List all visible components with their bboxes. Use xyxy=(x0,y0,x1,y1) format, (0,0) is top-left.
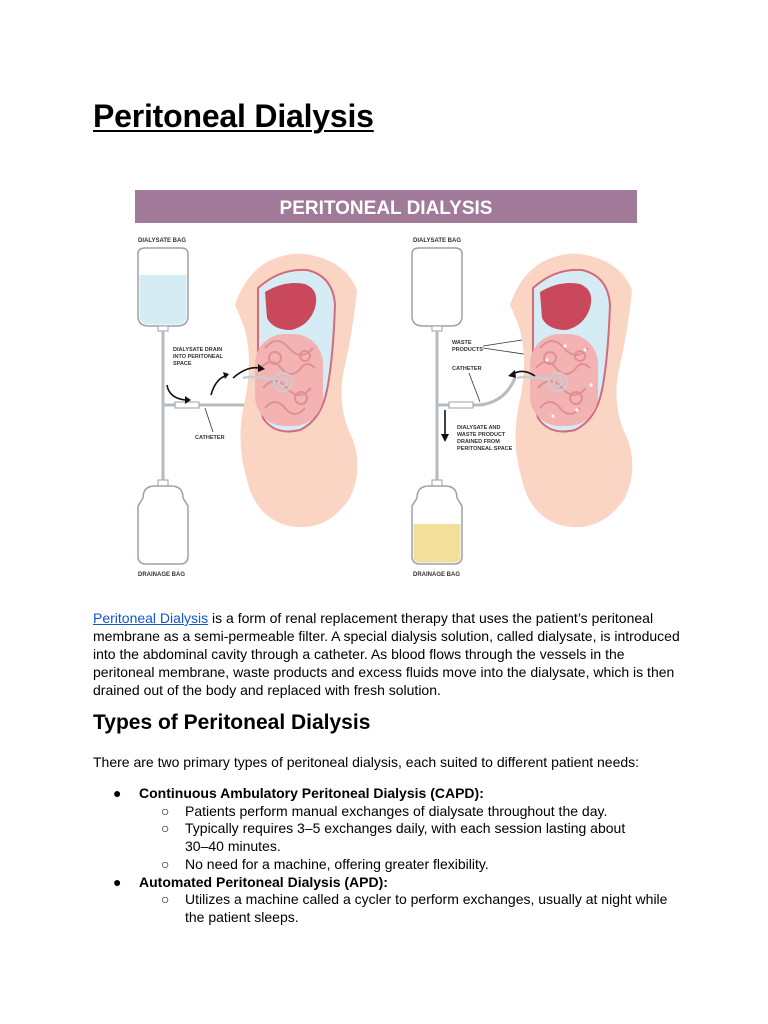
right-bottom-bag-label: DRAINAGE BAG xyxy=(413,572,461,578)
sub-list-item-text: Utilizes a machine called a cycler to perform exchanges, usually at night while the patient sleeps. xyxy=(185,891,668,925)
bullet-icon: ● xyxy=(113,873,122,890)
right-waste-label-1: WASTE xyxy=(452,340,472,346)
list-item xyxy=(93,874,693,892)
left-drain-label-2: INTO PERITONEAL xyxy=(173,354,223,360)
right-drained-label-1: DIALYSATE AND xyxy=(457,425,501,431)
sub-list-item xyxy=(93,891,685,926)
left-drain-label-3: SPACE xyxy=(173,361,192,367)
left-scene xyxy=(138,238,357,578)
types-heading: Types of Peritoneal Dialysis xyxy=(93,711,371,734)
sub-list-item xyxy=(93,820,640,855)
left-bottom-bag-label: DRAINAGE BAG xyxy=(138,572,186,578)
list-item-title: Automated Peritoneal Dialysis (APD): xyxy=(139,873,388,890)
right-catheter-label: CATHETER xyxy=(452,366,482,372)
types-lead: There are two primary types of peritoneal dialysis, each suited to different patient needs: xyxy=(93,754,640,770)
types-list xyxy=(93,785,693,927)
banner-title: PERITONEAL DIALYSIS xyxy=(279,198,493,219)
peritoneal-dialysis-link[interactable]: Peritoneal Dialysis xyxy=(93,610,209,626)
list-item xyxy=(93,785,693,803)
left-drain-label-1: DIALYSATE DRAIN xyxy=(173,347,223,353)
sub-list-item xyxy=(93,803,640,821)
peritoneal-dialysis-illustration xyxy=(95,180,675,590)
sub-list-item-text: Patients perform manual exchanges of dialysate throughout the day. xyxy=(185,802,608,819)
sub-bullet-icon: ○ xyxy=(161,891,170,908)
intro-text: is a form of renal replacement therapy that uses the patient’s peritoneal membrane as a semi-permeable filter. A special dialysis solution, called dialysate, is introduced into the abdominal cavity through a catheter. As blood flows through the vessels in the peritoneal membrane, waste products and excess fluids move into the dialysate, which is then drained out of the body and replaced with fresh solution. xyxy=(93,610,680,698)
bullet-icon: ● xyxy=(113,785,122,801)
right-scene xyxy=(412,238,632,578)
right-drained-label-4: PERITONEAL SPACE xyxy=(457,446,513,452)
right-top-bag-label: DIALYSATE BAG xyxy=(413,238,462,244)
left-catheter-label: CATHETER xyxy=(195,435,225,441)
right-waste-label-2: PRODUCTS xyxy=(452,347,483,353)
right-dialysate-bag xyxy=(412,248,462,326)
sub-bullet-icon: ○ xyxy=(161,802,170,819)
right-drained-label-3: DRAINED FROM xyxy=(457,439,500,445)
sub-list-item-text: Typically requires 3–5 exchanges daily, with each session lasting about 30–40 minutes. xyxy=(185,820,626,855)
right-drained-label-2: WASTE PRODUCT xyxy=(457,432,506,438)
list-item-title: Continuous Ambulatory Peritoneal Dialysis (CAPD): xyxy=(139,785,484,801)
sub-bullet-icon: ○ xyxy=(161,855,170,872)
sub-list-item-text: No need for a machine, offering greater flexibility. xyxy=(185,855,489,872)
page-title: Peritoneal Dialysis xyxy=(93,98,374,134)
sub-bullet-icon: ○ xyxy=(161,820,170,837)
left-drainage-bag xyxy=(138,486,188,564)
intro-paragraph xyxy=(93,609,683,699)
sub-list-item xyxy=(93,856,640,874)
left-top-bag-label: DIALYSATE BAG xyxy=(138,238,187,244)
